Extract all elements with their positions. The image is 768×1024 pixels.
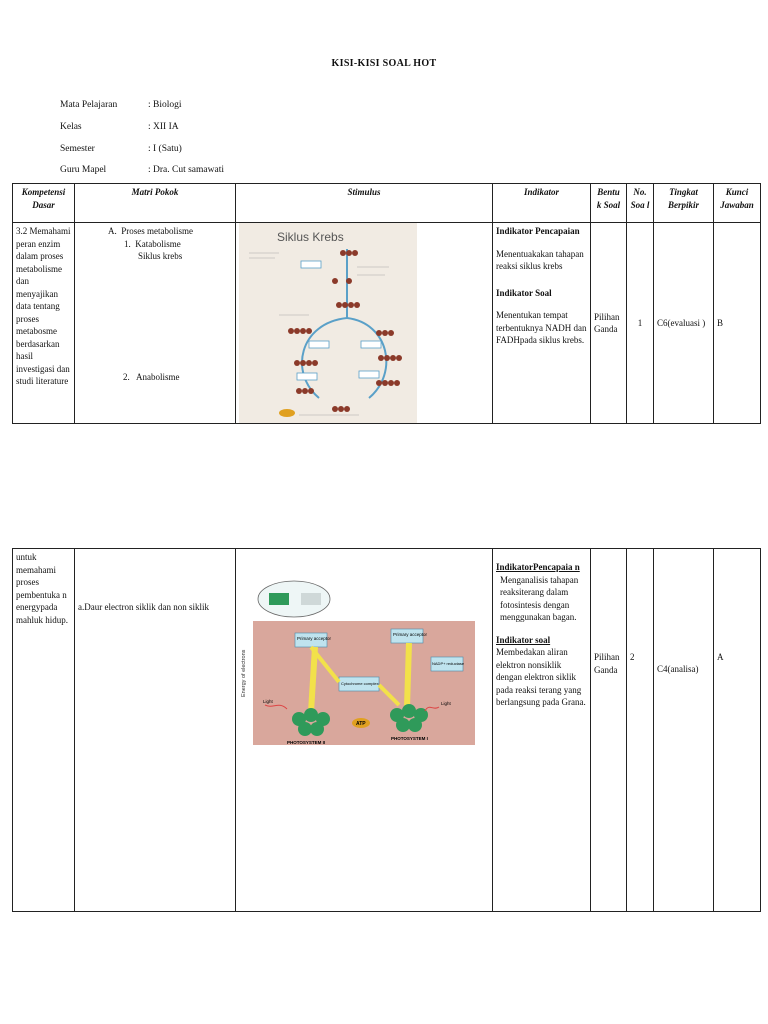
molecule [354, 302, 360, 308]
meta-label: Mata Pelajaran [60, 100, 118, 110]
molecule [346, 278, 352, 284]
krebs-diagram-title: Siklus Krebs [277, 230, 344, 244]
materi-1-text: Katabolisme [135, 238, 181, 249]
carrier-box [297, 373, 317, 380]
pigment [310, 722, 324, 736]
materi-item-1: 1. Katabolisme [124, 238, 181, 249]
meta-label: Kelas [60, 122, 82, 132]
molecule [390, 355, 396, 361]
molecule [388, 380, 394, 386]
pigment [402, 704, 416, 718]
meta-value: : XII IA [148, 122, 179, 132]
krebs-cycle-diagram [239, 223, 417, 423]
table-row [13, 223, 761, 424]
carrier-box [309, 341, 329, 348]
molecule [344, 406, 350, 412]
materi-item-2: 2. Anabolisme [123, 372, 180, 382]
no-cell: 1 [627, 223, 654, 424]
indikator-pencapaian-text: Menentuakakan tahapan reaksi siklus krebs [496, 248, 584, 271]
header-row [13, 184, 761, 223]
meta-value: : I (Satu) [148, 144, 182, 154]
spacer [496, 238, 587, 248]
spacer [496, 273, 587, 287]
molecule [382, 330, 388, 336]
kunci-cell [714, 549, 761, 912]
molecule [332, 278, 338, 284]
materi-item-1b: Siklus krebs [138, 251, 183, 261]
kunci-cell: B [714, 223, 761, 424]
header-kunci: Kunci Jawaban [714, 184, 761, 223]
indikator-cell [493, 223, 591, 424]
kunci-text: A [717, 652, 724, 662]
meta-label: Semester [60, 144, 95, 154]
meta-value: : Biologi [148, 100, 182, 110]
molecule [340, 250, 346, 256]
molecule [382, 380, 388, 386]
header-kompetensi: Kompetensi Dasar [13, 184, 75, 223]
molecule [288, 328, 294, 334]
materi-2-text: Anabolisme [136, 372, 180, 382]
nadp-reductase-label: NADP+ reductase [432, 661, 465, 666]
tingkat-text: C4(analisa) [657, 664, 699, 674]
photosystem-i-label: PHOTOSYSTEM I [391, 736, 428, 741]
excitation-arrow [407, 643, 409, 707]
materi-cell [75, 549, 236, 912]
primary-acceptor-label: Primary acceptor [297, 636, 332, 641]
light-reactions-box [269, 593, 289, 605]
calvin-cycle-box [301, 593, 321, 605]
molecule [384, 355, 390, 361]
photosynthesis-diagram [239, 577, 479, 752]
spacer [496, 299, 587, 309]
document-title: KISI-KISI SOAL HOT [331, 58, 437, 69]
stimulus-cell [236, 549, 493, 912]
molecule [300, 328, 306, 334]
pigment [298, 722, 312, 736]
carrier-box [301, 261, 321, 268]
stimulus-cell [236, 223, 493, 424]
grid-table-page2 [12, 548, 761, 912]
header-materi: Matri Pokok [75, 184, 236, 223]
molecule [352, 250, 358, 256]
cytochrome-complex-label: Cytochrome complex [341, 681, 379, 686]
indikator-pencapaian-title: Indikator Pencapaian [496, 226, 580, 236]
header-indikator: Indikator [493, 184, 591, 223]
molecule [378, 355, 384, 361]
molecule [302, 388, 308, 394]
spacer [496, 551, 587, 561]
indikator-soal-title: Indikator soal [496, 634, 551, 645]
energy-axis-label: Energy of electrons [241, 649, 247, 697]
molecule [336, 302, 342, 308]
materi-a-text: Proses metabolisme [121, 226, 193, 236]
meta-row-subject [60, 100, 182, 110]
grid-table-page1 [12, 183, 761, 424]
meta-value: : Dra. Cut samawati [148, 165, 224, 175]
no-text: 2 [630, 652, 635, 662]
molecule [396, 355, 402, 361]
indikator-pencapaian-text: Menganalisis tahapan reaksiterang dalam fotosintesis dengan menggunakan bagan. [500, 574, 579, 622]
header-bentuk: Bentu k Soal [591, 184, 627, 223]
bentuk-text: Pilihan Ganda [594, 652, 620, 675]
atp-label: ATP [356, 721, 366, 727]
tingkat-cell: C6(evaluasi ) [654, 223, 714, 424]
molecule [348, 302, 354, 308]
meta-row-teacher [60, 165, 224, 175]
carrier-box [359, 371, 379, 378]
no-cell [627, 549, 654, 912]
header-stimulus: Stimulus [236, 184, 493, 223]
krebs-diagram-svg [239, 223, 417, 423]
bentuk-cell [591, 549, 627, 912]
molecule [388, 330, 394, 336]
header-no: No. Soa l [627, 184, 654, 223]
table-row [13, 549, 761, 912]
molecule [294, 360, 300, 366]
meta-row-class [60, 122, 179, 132]
molecule [294, 328, 300, 334]
pigment [408, 718, 422, 732]
bentuk-cell: Pilihan Ganda [591, 223, 627, 424]
light-label: Light [441, 701, 451, 706]
indikator-soal-text: Menentukan tempat terbentuknya NADH dan FADHpada siklus krebs. [496, 310, 587, 345]
primary-acceptor-label: Primary acceptor [393, 632, 428, 637]
molecule [376, 330, 382, 336]
materi-item-a: A. Proses metabolisme [108, 226, 193, 236]
photosystem-ii-label: PHOTOSYSTEM II [287, 740, 326, 745]
molecule [394, 380, 400, 386]
indikator-soal-text: Membedakan aliran elektron nonsiklik dengan elektron siklik pada reaksi terang yang berlangsung pada Grana. [496, 647, 586, 707]
photosynthesis-diagram-svg [239, 577, 479, 752]
molecule [306, 360, 312, 366]
meta-row-semester [60, 144, 182, 154]
pigment [396, 718, 410, 732]
excitation-arrow [311, 647, 315, 712]
header-tingkat: Tingkat Berpikir [654, 184, 714, 223]
indikator-cell [493, 549, 591, 912]
molecule [376, 380, 382, 386]
kompetensi-cell: 3.2 Memahami peran enzim dalam proses metabolisme dan menyajikan data tentang proses metabosme berdasarkan hasil investigasi dan studi literature [13, 223, 75, 424]
molecule [308, 388, 314, 394]
carrier-box [361, 341, 381, 348]
indikator-pencapaian-title: IndikatorPencapaia n [496, 562, 580, 572]
pigment [304, 708, 318, 722]
kompetensi-cell: untuk memahami proses pembentuka n energypada mahluk hidup. [13, 549, 75, 912]
materi-cell [75, 223, 236, 424]
molecule [306, 328, 312, 334]
indikator-soal-title: Indikator Soal [496, 287, 552, 298]
spacer [496, 624, 587, 634]
atp-marker [279, 409, 295, 417]
molecule [296, 388, 302, 394]
molecule [332, 406, 338, 412]
molecule [338, 406, 344, 412]
molecule [342, 302, 348, 308]
meta-label: Guru Mapel [60, 165, 107, 175]
light-label: Light [263, 699, 273, 704]
molecule [300, 360, 306, 366]
materi-text: a.Daur electron siklik dan non siklik [78, 602, 209, 612]
tingkat-cell [654, 549, 714, 912]
molecule [346, 250, 352, 256]
molecule [312, 360, 318, 366]
